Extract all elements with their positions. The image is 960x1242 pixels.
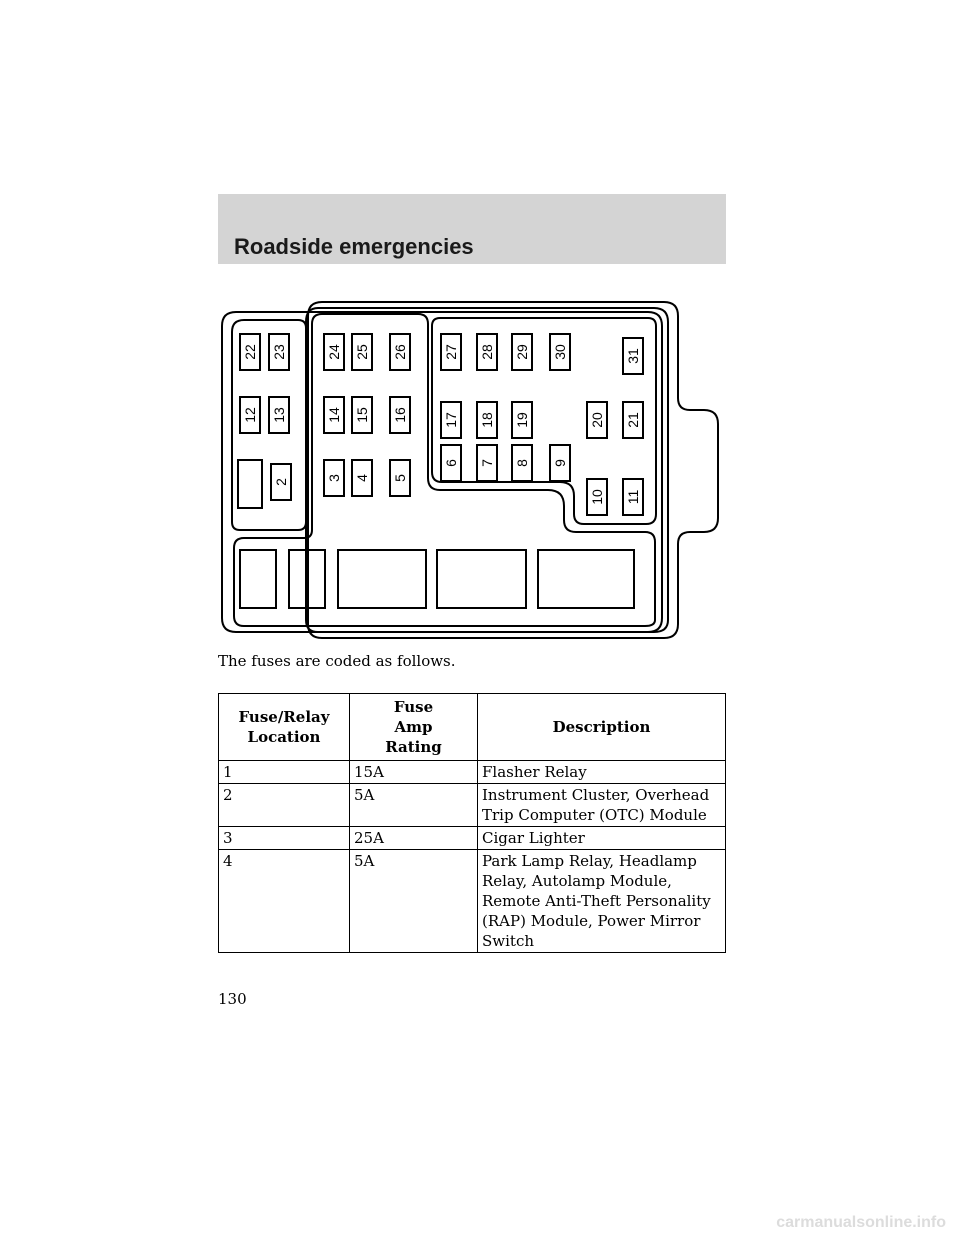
- fuse-slot-number: 20: [589, 412, 605, 428]
- fuse-slot-13: [269, 397, 289, 433]
- fuse-slot-29: [512, 334, 532, 370]
- fuse-slot-number: 7: [479, 459, 495, 467]
- fuse-slot-number: 6: [443, 459, 459, 467]
- fuse-slot-number: 23: [271, 344, 287, 360]
- fuse-slot-18: [477, 402, 497, 438]
- fuse-slot-number: 21: [625, 412, 641, 428]
- cell-amp: 5A: [350, 850, 478, 953]
- table-header-row: [219, 694, 726, 761]
- fuse-slot-9: [550, 445, 570, 481]
- fuse-slot-17: [441, 402, 461, 438]
- fuse-slot-12: [240, 397, 260, 433]
- fuse-slot-number: 8: [514, 459, 530, 467]
- cell-description: Park Lamp Relay, Headlamp Relay, Autolamp Module, Remote Anti-Theft Personality (RAP) Module, Power Mirror Switch: [478, 850, 726, 953]
- cell-location: 4: [219, 850, 350, 953]
- fuse-slot-6: [441, 445, 461, 481]
- fuse-slot-20: [587, 402, 607, 438]
- fuse-slot-21: [623, 402, 643, 438]
- fuse-slot-10: [587, 479, 607, 515]
- cell-description: Cigar Lighter: [478, 827, 726, 850]
- fuse-slot-7: [477, 445, 497, 481]
- fuse-slot-25: [352, 334, 372, 370]
- fuse-slot-19: [512, 402, 532, 438]
- fuse-slot-27: [441, 334, 461, 370]
- relay-slot: [538, 550, 634, 608]
- cell-location: 3: [219, 827, 350, 850]
- fuse-slot-8: [512, 445, 532, 481]
- fuse-slot-number: 12: [242, 407, 258, 423]
- fuse-slot-number: 28: [479, 344, 495, 360]
- fuse-slot-number: 25: [354, 344, 370, 360]
- section-title: Roadside emergencies: [234, 234, 474, 259]
- cell-description: Instrument Cluster, Overhead Trip Computer (OTC) Module: [478, 784, 726, 827]
- fuse-slot-number: 30: [552, 344, 568, 360]
- fuse-slot-4: [352, 460, 372, 496]
- fuse-slot-23: [269, 334, 289, 370]
- relay-slot: [238, 460, 262, 508]
- page-number: 130: [218, 990, 247, 1008]
- table-row: [219, 784, 726, 827]
- header-description: Description: [478, 694, 726, 761]
- intro-text: The fuses are coded as follows.: [218, 652, 456, 670]
- fuse-slot-number: 31: [625, 348, 641, 364]
- table-row: [219, 827, 726, 850]
- fuse-slot-31: [623, 338, 643, 374]
- cell-description: Flasher Relay: [478, 761, 726, 784]
- cell-amp: 5A: [350, 784, 478, 827]
- watermark: carmanualsonline.info: [776, 1214, 946, 1231]
- fuse-slot-number: 16: [392, 407, 408, 423]
- fuse-slot-5: [390, 460, 410, 496]
- fuse-slot-16: [390, 397, 410, 433]
- fuse-slot-number: 13: [271, 407, 287, 423]
- fuse-slot-number: 27: [443, 344, 459, 360]
- cell-location: 1: [219, 761, 350, 784]
- fuse-slot-22: [240, 334, 260, 370]
- table-row: [219, 850, 726, 953]
- fuse-slot-3: [324, 460, 344, 496]
- fuse-slot-number: 17: [443, 412, 459, 428]
- fuse-slot-14: [324, 397, 344, 433]
- relay-slot: [338, 550, 426, 608]
- fuse-slot-number: 15: [354, 407, 370, 423]
- fuse-slot-number: 22: [242, 344, 258, 360]
- relay-slot: [437, 550, 526, 608]
- fuse-slot-number: 24: [326, 344, 342, 360]
- fuse-slot-number: 29: [514, 344, 530, 360]
- header-location: Fuse/Relay Location: [219, 694, 350, 761]
- fuse-slot-number: 19: [514, 412, 530, 428]
- header-amp-rating: Fuse Amp Rating: [350, 694, 478, 761]
- fuse-slot-number: 3: [326, 474, 342, 482]
- fuse-slot-11: [623, 479, 643, 515]
- fuse-slot-number: 18: [479, 412, 495, 428]
- fuse-slot-30: [550, 334, 570, 370]
- cell-amp: 25A: [350, 827, 478, 850]
- fuse-table: [218, 693, 726, 953]
- fuse-slot-number: 26: [392, 344, 408, 360]
- table-row: [219, 761, 726, 784]
- fuse-slot-2: [271, 464, 291, 500]
- fuse-slot-15: [352, 397, 372, 433]
- fuse-slot-28: [477, 334, 497, 370]
- relay-slot: [240, 550, 276, 608]
- fuse-slot-number: 4: [354, 474, 370, 482]
- fuse-slot-number: 10: [589, 489, 605, 505]
- fuse-slot-number: 5: [392, 474, 408, 482]
- fuse-slot-26: [390, 334, 410, 370]
- fuse-slot-number: 2: [273, 478, 289, 486]
- fuse-slot-number: 11: [625, 489, 641, 505]
- fuse-slot-number: 9: [552, 459, 568, 467]
- cell-location: 2: [219, 784, 350, 827]
- fuse-slot-number: 14: [326, 407, 342, 423]
- cell-amp: 15A: [350, 761, 478, 784]
- fuse-slot-24: [324, 334, 344, 370]
